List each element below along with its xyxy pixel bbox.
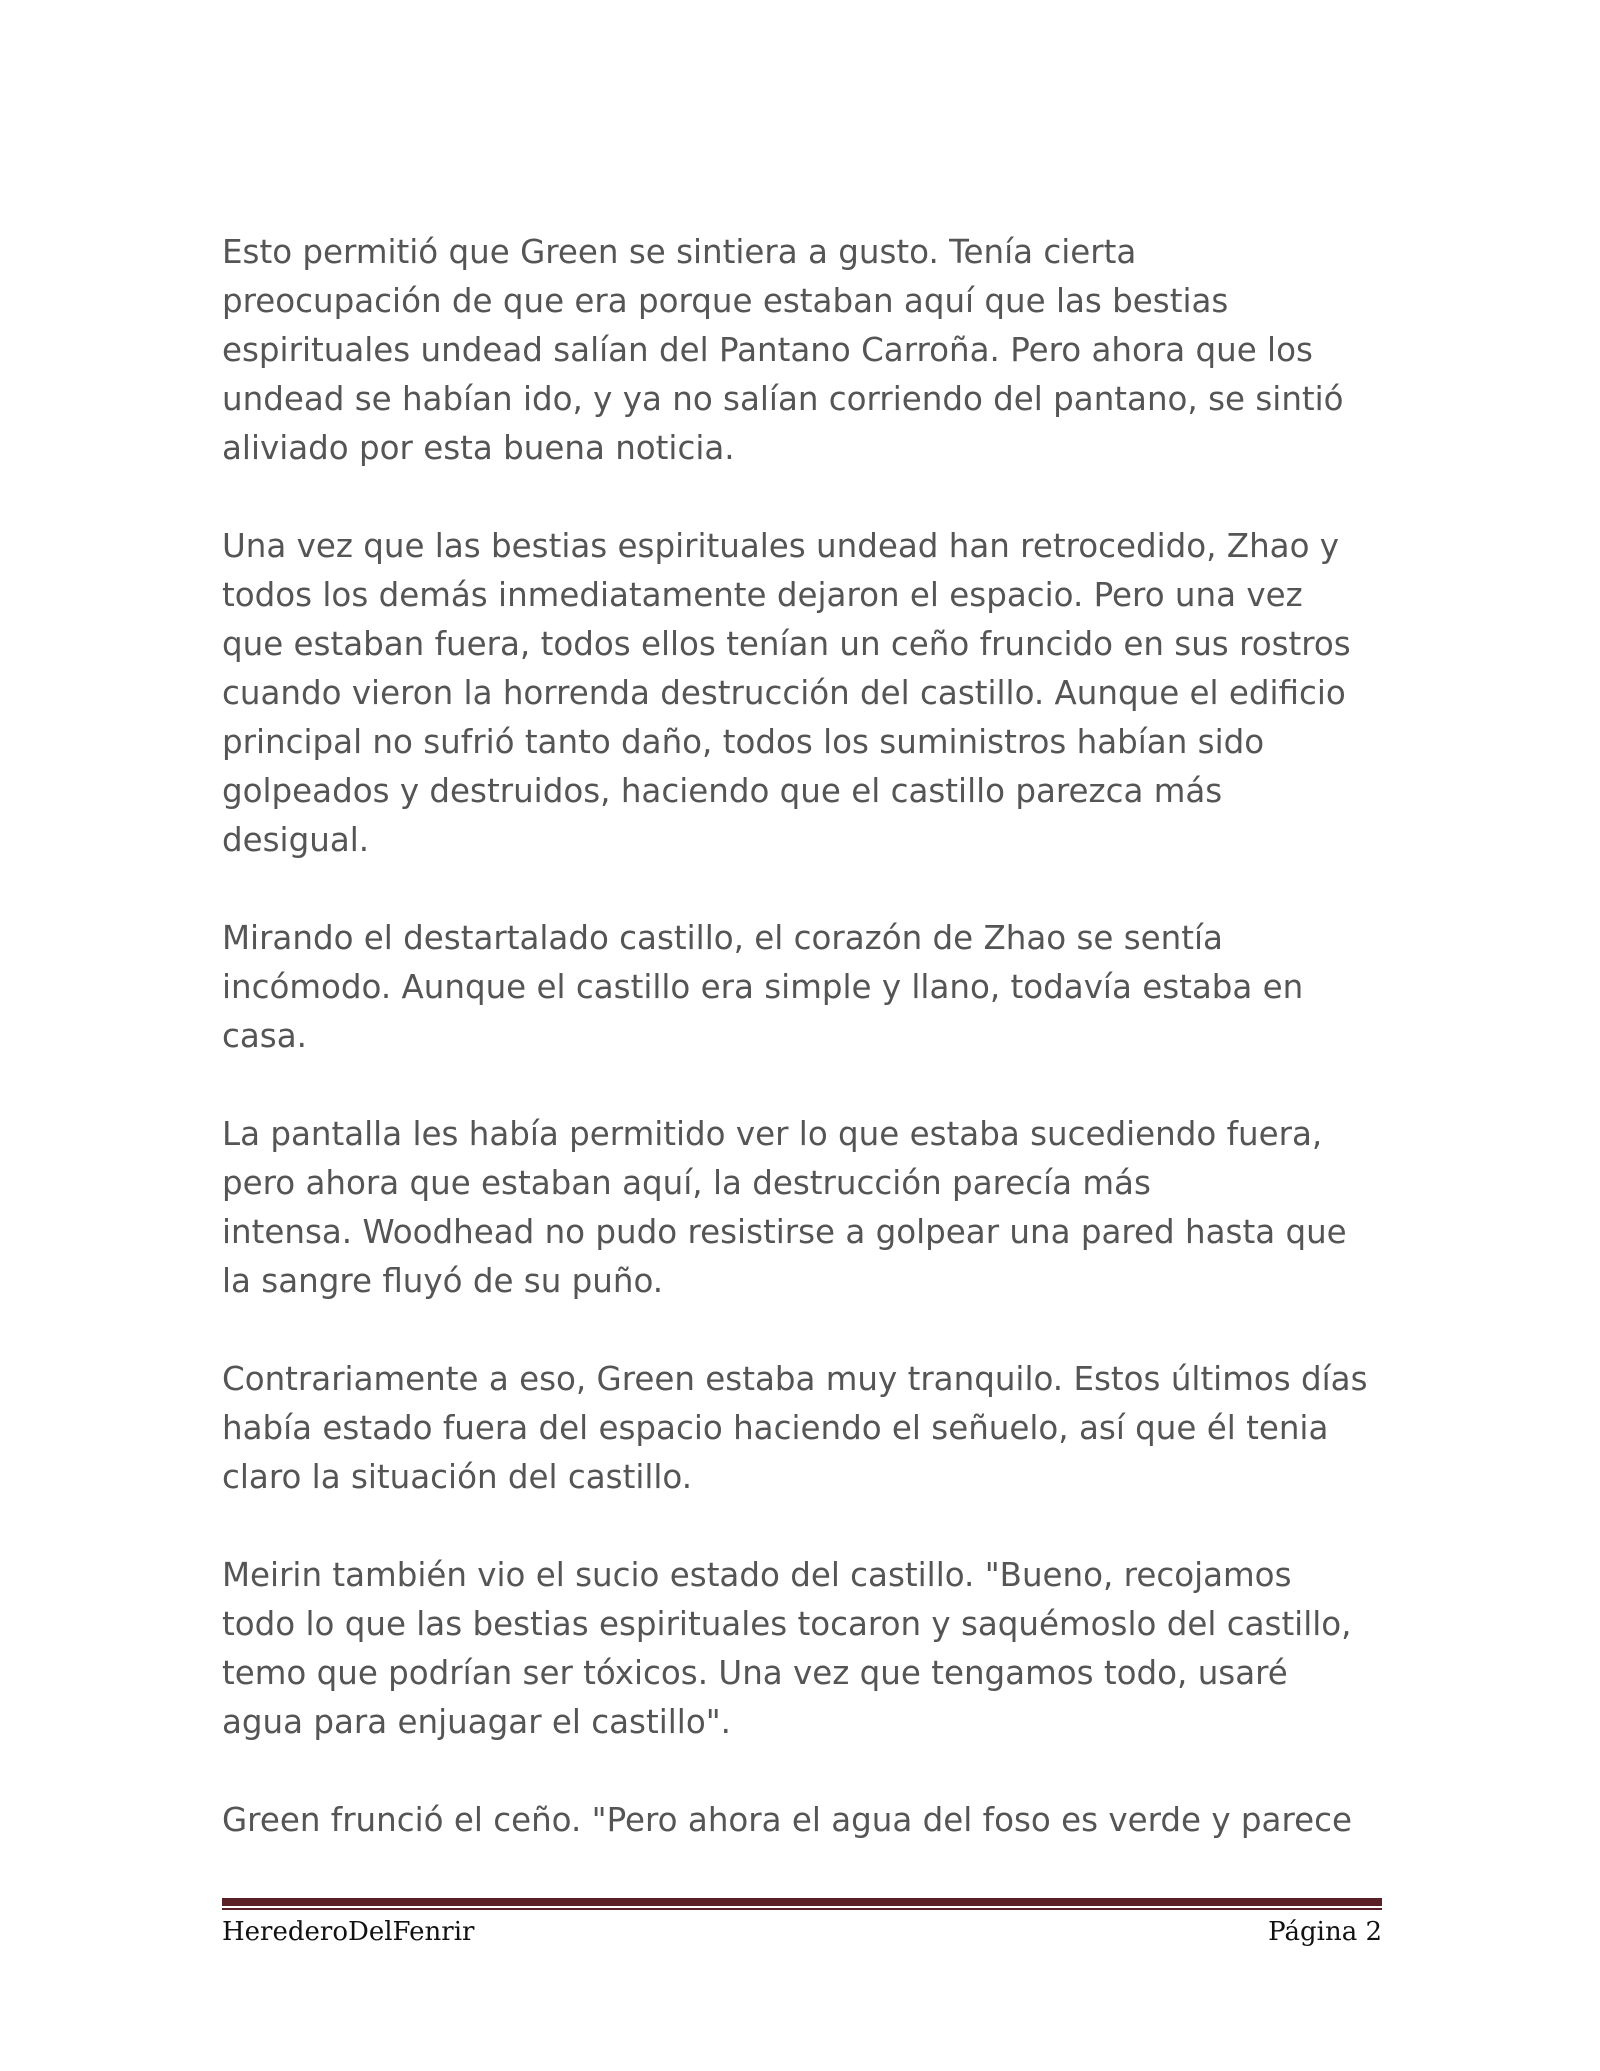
footer-rule-thin xyxy=(222,1908,1382,1910)
paragraph-5: Contrariamente a eso, Green estaba muy tranquilo. Estos últimos días había estado fuera del espacio haciendo el señuelo, así que él tenia claro la situación del castillo. xyxy=(222,1360,1368,1496)
paragraph-7: Green frunció el ceño. "Pero ahora el agua del foso es verde y parece xyxy=(222,1801,1352,1839)
footer-rule xyxy=(222,1898,1382,1906)
paragraph-2: Una vez que las bestias espirituales undead han retrocedido, Zhao y todos los demás inmediatamente dejaron el espacio. Pero una vez que estaban fuera, todos ellos tenían un ceño fruncido en sus rostros cuando vieron la horrenda destrucción del castillo. Aunque el edificio principal no sufrió tanto daño, todos los suministros habían sido golpeados y destruidos, haciendo que el castillo parezca más desigual. xyxy=(222,527,1351,859)
paragraph-6: Meirin también vio el sucio estado del castillo. "Bueno, recojamos todo lo que las bestias espirituales tocaron y saquémoslo del castillo, temo que podrían ser tóxicos. Una vez que tengamos todo, usaré agua para enjuagar el castillo". xyxy=(222,1556,1352,1741)
footer-page-number: Página 2 xyxy=(1268,1917,1382,1947)
paragraph-1: Esto permitió que Green se sintiera a gusto. Tenía cierta preocupación de que era porque estaban aquí que las bestias espirituales undead salían del Pantano Carroña. Pero ahora que los undead se habían ido, y ya no salían corriendo del pantano, se sintió aliviado por esta buena noticia. xyxy=(222,233,1344,467)
body-text xyxy=(222,228,1392,1845)
paragraph-3: Mirando el destartalado castillo, el corazón de Zhao se sentía incómodo. Aunque el castillo era simple y llano, todavía estaba en casa. xyxy=(222,919,1304,1055)
footer-author: HerederoDelFenrir xyxy=(222,1917,475,1947)
paragraph-4: La pantalla les había permitido ver lo que estaba sucediendo fuera, pero ahora que estaban aquí, la destrucción parecía más intensa. Woodhead no pudo resistirse a golpear una pared hasta que la sangre fluyó de su puño. xyxy=(222,1115,1347,1300)
